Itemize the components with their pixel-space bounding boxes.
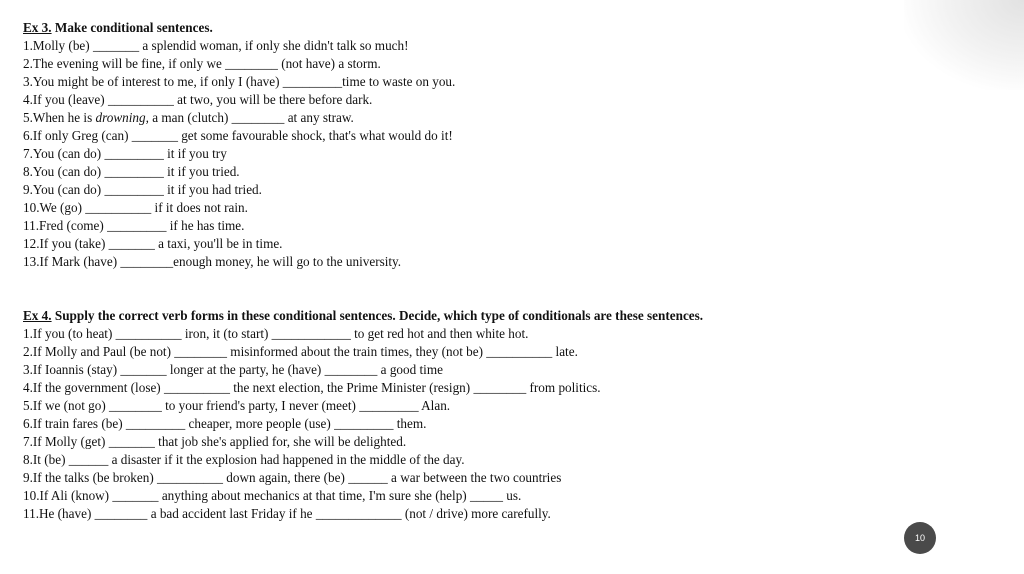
sentence: 12.If you (take) _______ a taxi, you'll be in time. — [23, 236, 283, 251]
sentence: 10.If Ali (know) _______ anything about mechanics at that time, I'm sure she (help) _____ us. — [23, 488, 522, 503]
sentence: 11.He (have) ________ a bad accident last Friday if he _____________ (not / drive) more carefully. — [23, 506, 551, 521]
sentence: 7.You (can do) _________ it if you try — [23, 146, 227, 161]
page-number-badge: 10 — [904, 522, 936, 554]
exercise-3-heading — [23, 19, 455, 37]
corner-decoration — [904, 0, 1024, 90]
exercise-3-title: Make conditional sentences. — [51, 20, 213, 35]
sentence: 6.If only Greg (can) _______ get some favourable shock, that's what would do it! — [23, 128, 453, 143]
exercise-4-heading — [23, 307, 703, 325]
exercise-3-label: Ex 3. — [23, 20, 52, 35]
sentence: 1.Molly (be) _______ a splendid woman, if only she didn't talk so much! — [23, 38, 409, 53]
sentence: 3.If Ioannis (stay) _______ longer at the party, he (have) ________ a good time — [23, 362, 443, 377]
exercise-4-title: Supply the correct verb forms in these conditional sentences. Decide, which type of conditionals are these sentences. — [51, 308, 704, 323]
sentence-part: 5.When he is — [23, 110, 96, 125]
sentence: 8.It (be) ______ a disaster if it the explosion had happened in the middle of the day. — [23, 452, 465, 467]
sentence: 10.We (go) __________ if it does not rain. — [23, 200, 248, 215]
sentence-part: a man (clutch) ________ at any straw. — [148, 110, 354, 125]
sentence: 8.You (can do) _________ it if you tried. — [23, 164, 240, 179]
sentence: 4.If the government (lose) __________ the next election, the Prime Minister (resign) ________ from politics. — [23, 380, 601, 395]
sentence: 3.You might be of interest to me, if only I (have) _________time to waste on you. — [23, 74, 456, 89]
exercise-3 — [23, 19, 455, 271]
exercise-4 — [23, 307, 703, 523]
sentence: 9.You (can do) _________ it if you had tried. — [23, 182, 262, 197]
sentence: 1.If you (to heat) __________ iron, it (to start) ____________ to get red hot and then white hot. — [23, 326, 529, 341]
sentence — [23, 109, 455, 127]
exercise-4-label: Ex 4. — [23, 308, 52, 323]
sentence: 5.If we (not go) ________ to your friend's party, I never (meet) _________ Alan. — [23, 398, 451, 413]
sentence: 11.Fred (come) _________ if he has time. — [23, 218, 245, 233]
sentence-italic-word: drowning, — [95, 110, 149, 125]
sentence: 6.If train fares (be) _________ cheaper, more people (use) _________ them. — [23, 416, 427, 431]
sentence: 13.If Mark (have) ________enough money, he will go to the university. — [23, 254, 402, 269]
sentence: 2.The evening will be fine, if only we ________ (not have) a storm. — [23, 56, 381, 71]
sentence: 4.If you (leave) __________ at two, you will be there before dark. — [23, 92, 373, 107]
sentence: 2.If Molly and Paul (be not) ________ misinformed about the train times, they (not be) __________ late. — [23, 344, 578, 359]
sentence: 7.If Molly (get) _______ that job she's applied for, she will be delighted. — [23, 434, 407, 449]
sentence: 9.If the talks (be broken) __________ down again, there (be) ______ a war between the two countries — [23, 470, 562, 485]
